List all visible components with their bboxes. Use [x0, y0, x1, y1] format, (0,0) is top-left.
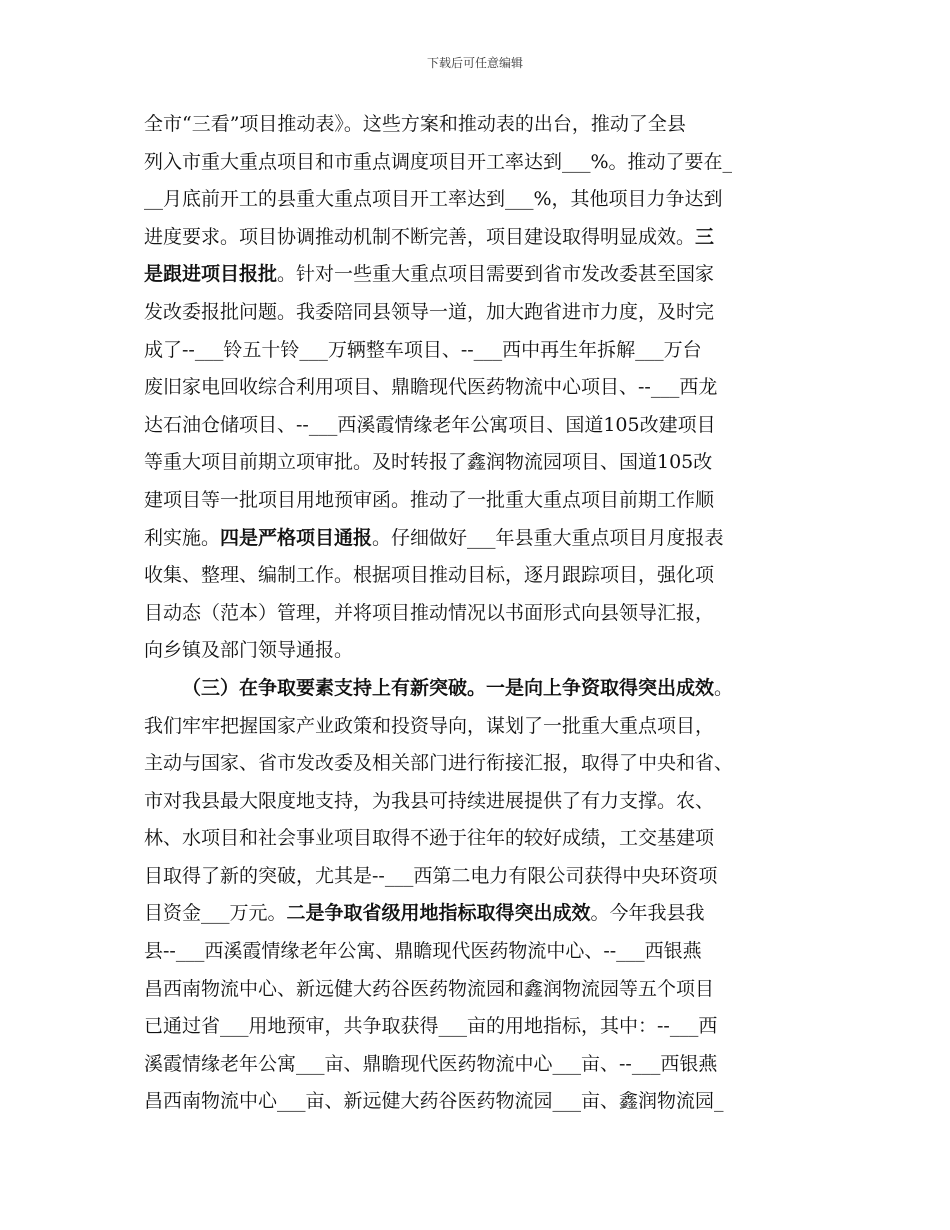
text-segment: 列入市重大重点项目和市重点调度项目开工率达到___%。推动了要在_ — [144, 150, 733, 173]
text-segment: 目资金___万元。 — [144, 902, 287, 925]
text-line — [144, 632, 824, 670]
text-line — [144, 482, 824, 520]
text-segment: 利实施。 — [144, 526, 221, 549]
text-segment: 林、水项目和社会事业项目取得不逊于往年的较好成绩，工交基建项 — [144, 827, 715, 850]
text-line — [144, 820, 824, 858]
text-segment: 。今年我县我 — [590, 902, 705, 925]
text-line — [144, 895, 824, 933]
text-line — [144, 256, 824, 294]
text-segment: 主动与国家、省市发改委及相关部门进行衔接汇报，取得了中央和省、 — [144, 752, 734, 775]
text-line — [144, 745, 824, 783]
bold-text-segment: （三）在争取要素支持上有新突破。一是向上争资取得突出成效 — [182, 676, 715, 699]
text-line — [144, 1083, 824, 1121]
text-segment: 。仔细做好___年县重大重点项目月度报表 — [372, 526, 724, 549]
text-line — [144, 181, 824, 219]
text-segment: 等重大项目前期立项审批。及时转报了鑫润物流园项目、国道105改 — [144, 451, 713, 474]
text-segment: 目取得了新的突破，尤其是--___西第二电力有限公司获得中央环资项 — [144, 864, 718, 887]
text-segment: 达石油仓储项目、--___西溪霞情缘老年公寓项目、国道105改建项目 — [144, 413, 716, 436]
text-line — [144, 520, 824, 558]
text-segment: 已通过省___用地预审，共争取获得___亩的用地指标，其中：--___西 — [144, 1015, 718, 1038]
text-segment: 溪霞情缘老年公寓___亩、鼎瞻现代医药物流中心___亩、--___西银燕 — [144, 1052, 718, 1075]
text-segment: 县--___西溪霞情缘老年公寓、鼎瞻现代医药物流中心、--___西银燕 — [144, 940, 702, 963]
bold-text-segment: 是跟进项目报批 — [144, 263, 278, 286]
text-segment: 。 — [714, 676, 734, 699]
text-line — [144, 294, 824, 332]
text-line — [144, 144, 824, 182]
text-line — [144, 858, 824, 896]
text-line — [144, 557, 824, 595]
text-line — [144, 369, 824, 407]
text-segment: 我们牢牢把握国家产业政策和投资导向，谋划了一批重大重点项目， — [144, 714, 715, 737]
text-line — [144, 783, 824, 821]
text-segment: 。针对一些重大重点项目需要到省市发改委甚至国家 — [277, 263, 715, 286]
text-line — [144, 1008, 824, 1046]
text-segment: 发改委报批问题。我委陪同县领导一道，加大跑省进市力度，及时完 — [144, 300, 715, 323]
text-segment: 全市“三看”项目推动表》。这些方案和推动表的出台，推动了全县 — [144, 113, 686, 135]
text-line — [144, 219, 824, 257]
text-segment: 昌西南物流中心___亩、新远健大药谷医药物流园___亩、鑫润物流园_ — [144, 1090, 724, 1113]
text-segment: __月底前开工的县重大重点项目开工率达到___%，其他项目力争达到 — [144, 188, 723, 211]
page-header: 下载后可任意编辑 — [426, 56, 523, 70]
text-segment: 废旧家电回收综合利用项目、鼎瞻现代医药物流中心项目、--___西龙 — [144, 376, 718, 399]
text-line — [144, 444, 824, 482]
text-line — [144, 670, 824, 708]
text-segment: 向乡镇及部门领导通报。 — [144, 639, 354, 662]
text-segment: 昌西南物流中心、新远健大药谷医药物流园和鑫润物流园等五个项目 — [144, 977, 715, 1000]
bold-text-segment: 四是严格项目通报 — [220, 526, 373, 549]
text-line — [144, 407, 824, 445]
bold-text-segment: 二是争取省级用地指标取得突出成效 — [286, 902, 591, 925]
text-segment: 进度要求。项目协调推动机制不断完善，项目建设取得明显成效。 — [144, 225, 696, 248]
text-line — [144, 933, 824, 971]
text-segment: 目动态（范本）管理，并将项目推动情况以书面形式向县领导汇报， — [144, 601, 715, 624]
text-segment: 收集、整理、编制工作。根据项目推动目标，逐月跟踪项目，强化项 — [144, 564, 715, 587]
text-line — [144, 1046, 824, 1084]
text-segment: 成了--___铃五十铃___万辆整车项目、--___西中再生年拆解___万台 — [144, 338, 702, 361]
text-segment: 市对我县最大限度地支持，为我县可持续进展提供了有力支撑。农、 — [144, 789, 715, 812]
text-segment: 建项目等一批项目用地预审函。推动了一批重大重点项目前期工作顺 — [144, 488, 715, 511]
text-line — [144, 971, 824, 1009]
text-line — [144, 332, 824, 370]
text-line — [144, 106, 824, 144]
bold-text-segment: 三 — [695, 225, 715, 248]
text-line — [144, 595, 824, 633]
text-line — [144, 708, 824, 746]
document-body — [144, 106, 824, 1121]
